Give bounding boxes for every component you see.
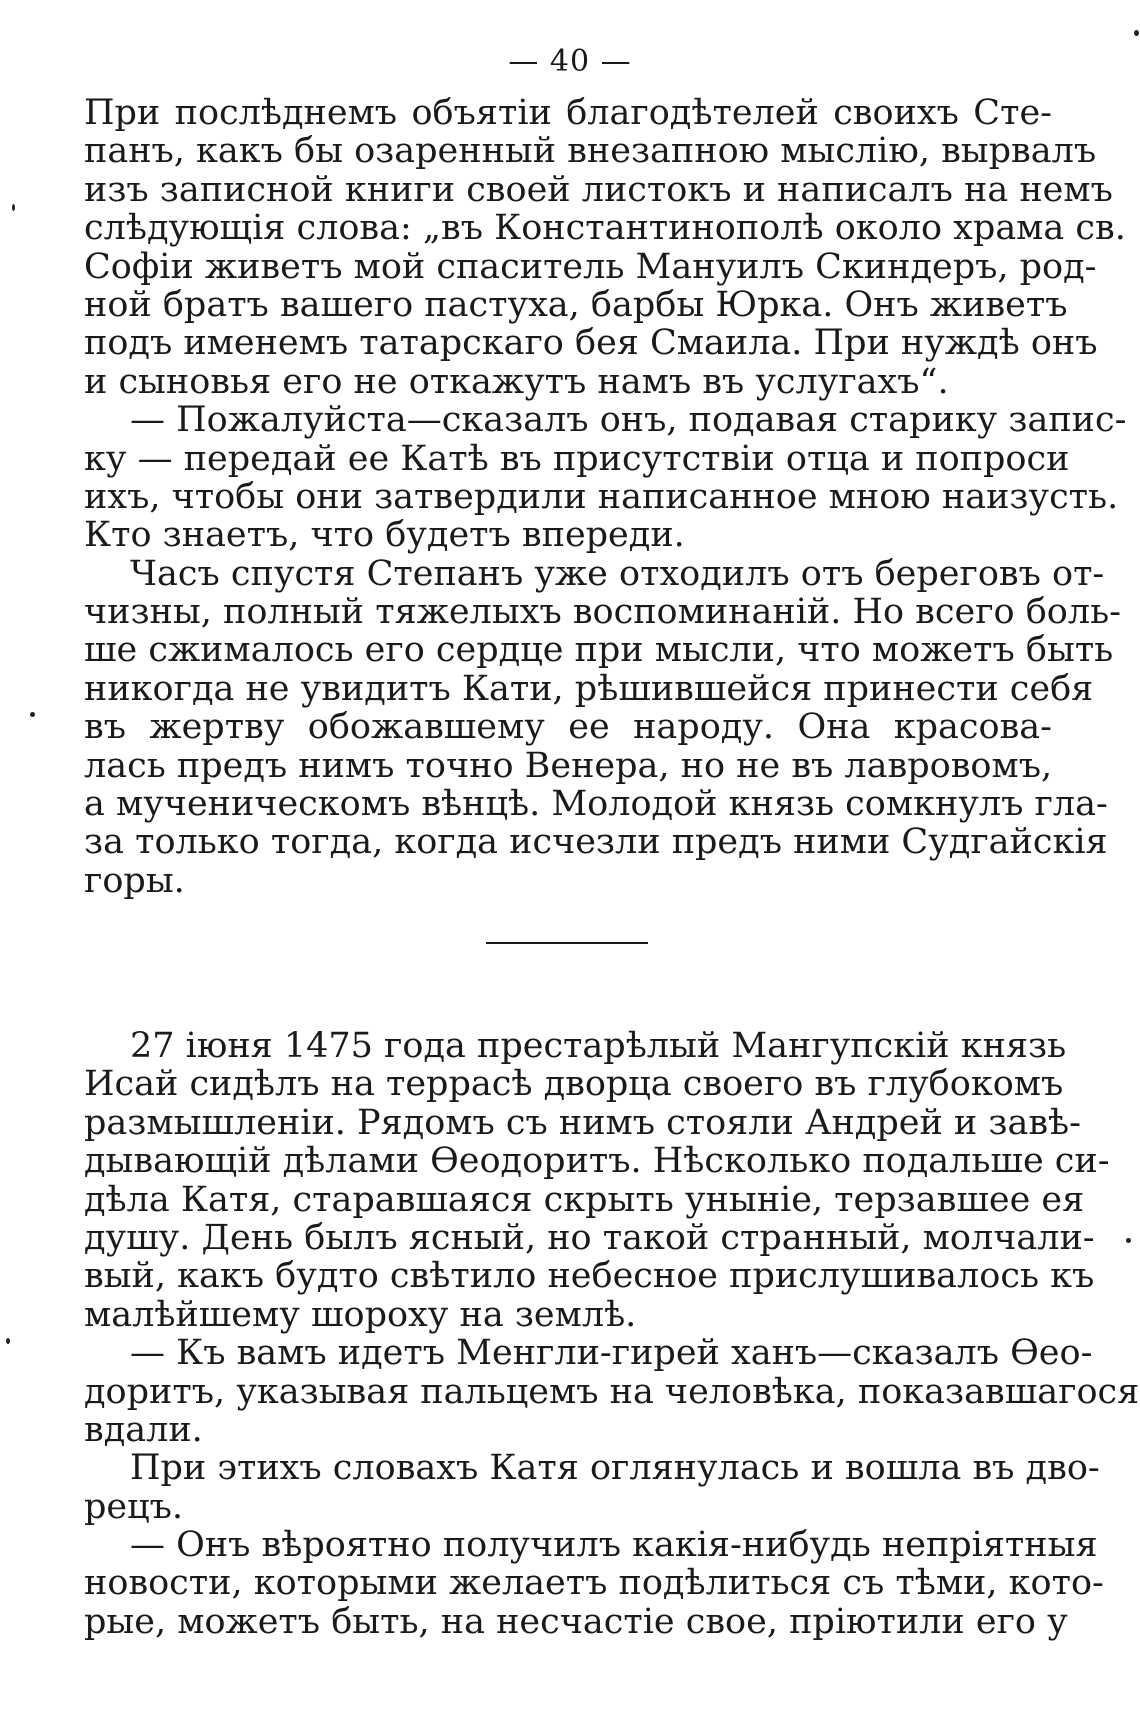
text-line: душу. День былъ ясный, но такой странный, молчали-: [84, 1217, 1095, 1258]
text-line: При послѣднемъ объятіи благодѣтелей своихъ Сте-: [84, 93, 1052, 133]
text-line: дывающій дѣлами Ѳеодоритъ. Нѣсколько подальше си-: [84, 1141, 1110, 1182]
scan-speck: [1134, 30, 1139, 36]
scan-speck: [12, 204, 15, 211]
text-line: изъ записной книги своей листокъ и написалъ на немъ: [84, 169, 1113, 210]
scan-speck: [30, 712, 35, 717]
scan-speck: [6, 1338, 10, 1344]
text-line: въ жертву обожавшему ее народу. Она красова-: [84, 707, 1052, 748]
text-section-2: [84, 1026, 1140, 1642]
text-line: малѣйшему шороху на землѣ.: [84, 1294, 637, 1335]
text-line: ной братъ вашего пастуха, барбы Юрка. Онъ живетъ: [84, 284, 1068, 325]
text-line: — Къ вамъ идетъ Менгли-гирей ханъ—сказалъ Ѳео-: [130, 1333, 1093, 1374]
text-line: за только тогда, когда исчезли предъ ними Судгайскія: [84, 822, 1108, 863]
section-separator-rule: [486, 942, 648, 944]
text-line: ихъ, чтобы они затвердили написанное мною наизусть.: [84, 476, 1119, 517]
text-line: доритъ, указывая пальцемъ на человѣка, показавшагося: [84, 1371, 1140, 1412]
text-line: размышленіи. Рядомъ съ нимъ стояли Андрей и завѣ-: [84, 1102, 1081, 1143]
page-number: — 40 —: [508, 44, 632, 79]
text-line: Исай сидѣлъ на террасѣ дворца своего въ глубокомъ: [84, 1064, 1064, 1105]
text-line: — Пожалуйста—сказалъ онъ, подавая старику запис-: [130, 400, 1127, 441]
text-line: подъ именемъ татарскаго бея Смаила. При нуждѣ онъ: [84, 323, 1098, 364]
text-line: и сыновья его не откажутъ намъ въ услугахъ“.: [84, 361, 949, 402]
text-line: Часъ спустя Степанъ уже отходилъ отъ береговъ от-: [130, 553, 1105, 594]
text-line: Кто знаетъ, что будетъ впереди.: [84, 515, 685, 556]
text-line: ше сжималось его сердце при мысли, что можетъ быть: [84, 630, 1114, 671]
text-line: дѣла Катя, старавшаяся скрыть уныніе, терзавшее ея: [84, 1179, 1085, 1220]
text-line: вый, какъ будто свѣтило небесное прислушивалось къ: [84, 1256, 1095, 1297]
text-line: лась предъ нимъ точно Венера, но не въ лавровомъ,: [84, 745, 1053, 786]
text-line: ку — передай ее Катѣ въ присутствіи отца и попроси: [84, 438, 1070, 479]
text-line: новости, которыми желаетъ подѣлиться съ тѣми, кото-: [84, 1563, 1104, 1604]
text-section-1: [84, 93, 1127, 901]
text-line: слѣдующія слова: „въ Константинополѣ около храма св.: [84, 208, 1126, 249]
text-line: рые, можетъ быть, на несчастіе свое, пріютили его у: [84, 1601, 1068, 1642]
text-line: Софіи живетъ мой спаситель Мануилъ Скиндеръ, род-: [84, 246, 1097, 287]
scan-speck: [1126, 1238, 1131, 1243]
text-line: При этихъ словахъ Катя оглянулась и вошла въ дво-: [130, 1448, 1100, 1489]
text-line: а мученическомъ вѣнцѣ. Молодой князь сомкнулъ гла-: [84, 784, 1108, 825]
text-line: рецъ.: [84, 1486, 184, 1527]
text-line: никогда не увидитъ Кати, рѣшившейся принести себя: [84, 668, 1094, 709]
text-line: горы.: [84, 860, 185, 901]
text-line: панъ, какъ бы озаренный внезапною мыслію, вырвалъ: [84, 131, 1097, 172]
text-line: — Онъ вѣроятно получилъ какія-нибудь непріятныя: [130, 1525, 1098, 1566]
text-line: вдали.: [84, 1409, 203, 1450]
text-line: чизны, полный тяжелыхъ воспоминаній. Но всего боль-: [84, 592, 1121, 633]
text-line: 27 іюня 1475 года престарѣлый Мангупскій князь: [130, 1026, 1067, 1066]
